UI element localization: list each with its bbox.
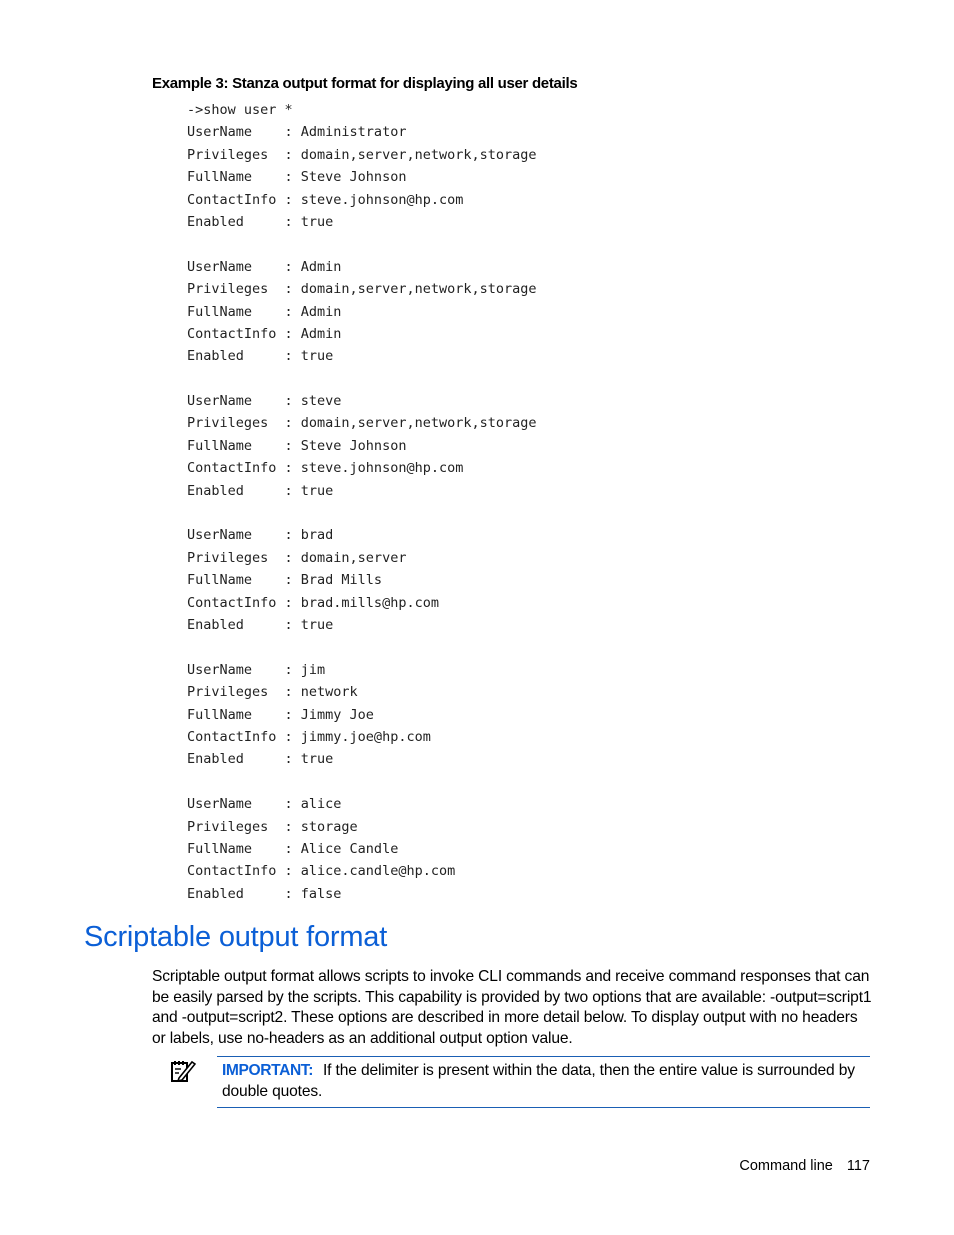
- code-line: Privileges : storage: [187, 818, 358, 835]
- code-line: Enabled : true: [187, 616, 334, 633]
- important-note: [217, 1056, 870, 1108]
- code-line: ContactInfo : Admin: [187, 325, 342, 342]
- code-line: ->show user *: [187, 102, 293, 118]
- code-line: FullName : Brad Mills: [187, 572, 383, 589]
- code-line: [187, 636, 537, 658]
- section-paragraph: Scriptable output format allows scripts to invoke CLI commands and receive command responses that can be easily parsed by the scripts. This capability is provided by two options that are available: -output=script1 and -output=script2. These options are described in more detail below. To display output with no headers or labels, use no-headers as an additional output option value.: [152, 968, 872, 1047]
- code-line: Enabled : true: [187, 348, 334, 365]
- code-line: FullName : Admin: [187, 303, 342, 320]
- code-line: ContactInfo : steve.johnson@hp.com: [187, 191, 464, 208]
- code-line: Privileges : domain,server,network,storage: [187, 146, 537, 163]
- code-line: ContactInfo : brad.mills@hp.com: [187, 594, 439, 611]
- code-line: UserName : Administrator: [187, 124, 407, 141]
- code-line: [187, 771, 537, 793]
- code-line: Enabled : true: [187, 213, 334, 230]
- page-number: 117: [846, 1158, 870, 1174]
- code-line: [187, 233, 537, 255]
- note-text: If the delimiter is present within the data, then the entire value is surrounded by double quotes.: [222, 1062, 855, 1100]
- code-line: ContactInfo : jimmy.joe@hp.com: [187, 728, 431, 745]
- code-line: UserName : jim: [187, 661, 326, 678]
- code-line: Enabled : false: [187, 885, 342, 902]
- code-line: Privileges : domain,server,network,storage: [187, 281, 537, 298]
- code-block: [187, 99, 537, 905]
- footer-section-name: Command line: [739, 1158, 833, 1174]
- code-line: ContactInfo : steve.johnson@hp.com: [187, 460, 464, 477]
- code-line: UserName : alice: [187, 796, 342, 813]
- code-line: Privileges : domain,server: [187, 549, 407, 566]
- code-line: FullName : Jimmy Joe: [187, 706, 374, 723]
- code-line: ContactInfo : alice.candle@hp.com: [187, 863, 456, 880]
- code-line: FullName : Steve Johnson: [187, 169, 407, 186]
- code-line: FullName : Alice Candle: [187, 840, 399, 857]
- section-title: Scriptable output format: [84, 921, 388, 953]
- code-line: UserName : steve: [187, 393, 342, 410]
- code-line: Privileges : network: [187, 684, 358, 701]
- note-text-block: [222, 1061, 867, 1102]
- code-line: FullName : Steve Johnson: [187, 437, 407, 454]
- code-line: UserName : brad: [187, 527, 334, 544]
- code-line: UserName : Admin: [187, 258, 342, 275]
- page-footer: [739, 1158, 870, 1174]
- example-heading: Example 3: Stanza output format for displaying all user details: [152, 75, 578, 92]
- code-line: Enabled : true: [187, 751, 334, 768]
- code-line: [187, 502, 537, 524]
- note-label: IMPORTANT:: [222, 1062, 313, 1079]
- important-note-icon: [170, 1058, 196, 1084]
- code-line: Enabled : true: [187, 482, 334, 499]
- code-line: [187, 368, 537, 390]
- code-line: Privileges : domain,server,network,storage: [187, 415, 537, 432]
